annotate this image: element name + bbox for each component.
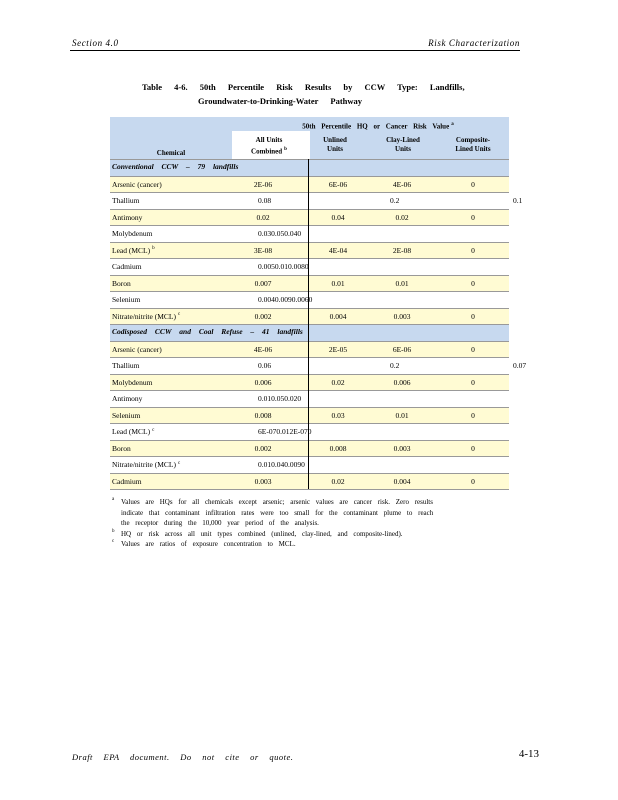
table-row xyxy=(110,242,509,259)
chemical-footnote-mark: c xyxy=(152,427,155,433)
value-composite-lined: 0 xyxy=(471,311,475,321)
chemical-name xyxy=(112,213,142,222)
section-header-row xyxy=(110,159,509,176)
value-all-units: 0.06 xyxy=(258,361,272,370)
value-composite-lined: 0 xyxy=(471,377,475,387)
row-divider xyxy=(110,374,509,375)
chemical-label: Boron xyxy=(112,443,131,453)
value-clay-lined: 6E-06 xyxy=(392,344,412,354)
table-row xyxy=(110,440,509,457)
chemical-label: Lead (MCL) xyxy=(112,427,151,436)
chemical-label: Selenium xyxy=(112,295,141,304)
header-rule xyxy=(70,50,520,51)
table-row xyxy=(110,423,509,440)
table-row xyxy=(110,192,523,209)
row-divider xyxy=(110,192,509,193)
chemical-name xyxy=(112,279,131,288)
page-number: 4-13 xyxy=(518,748,539,760)
footnote-b: b HQ or risk across all unit types combined (unlined, clay-lined, and composite-lined). xyxy=(112,528,403,538)
value-clay-lined: 0.006 xyxy=(393,377,411,387)
value-all-units: 2E-06 xyxy=(253,179,273,189)
value-clay-lined: 0.01 xyxy=(395,278,409,288)
table-row xyxy=(110,308,509,325)
value-clay-lined: 0.003 xyxy=(393,443,411,453)
value-composite-lined: 0 xyxy=(471,245,475,255)
row-divider xyxy=(110,423,509,424)
row-divider xyxy=(110,275,509,276)
chemical-name xyxy=(112,180,162,189)
row-divider xyxy=(110,291,509,292)
table-row xyxy=(110,473,509,490)
row-divider xyxy=(110,258,509,259)
table-row xyxy=(110,374,509,391)
value-all-units: 0.003 xyxy=(254,476,272,486)
chemical-footnote-mark: c xyxy=(177,312,181,317)
chemical-name xyxy=(112,262,142,271)
chemical-label: Thallium xyxy=(112,361,140,370)
chemical-label: Boron xyxy=(112,278,131,288)
unlined-divider xyxy=(308,159,309,489)
value-composite-lined: 0 xyxy=(471,410,475,420)
row-divider xyxy=(110,390,509,391)
value-unlined: 6E-06 xyxy=(328,179,348,189)
value-composite-lined: 0 xyxy=(471,179,475,189)
value-all-units: 0.0040.0090.0060 xyxy=(258,295,313,304)
chemical-name xyxy=(112,229,152,238)
value-composite-lined: 0 xyxy=(471,212,475,222)
chemical-footnote-mark: c xyxy=(177,460,181,466)
chemical-label: Nitrate/nitrite (MCL) xyxy=(112,460,176,469)
table-row xyxy=(110,209,509,226)
value-composite-lined: 0.07 xyxy=(513,361,527,370)
value-unlined: 0.04 xyxy=(331,212,345,222)
chemical-label: Selenium xyxy=(112,410,141,420)
value-all-units: 0.08 xyxy=(258,196,272,205)
value-all-units: 0.008 xyxy=(254,410,272,420)
col-unlined: Unlined Units xyxy=(323,136,347,153)
table-row xyxy=(110,456,509,473)
value-composite-lined: 0 xyxy=(471,443,475,453)
row-divider xyxy=(110,341,509,342)
table-row xyxy=(110,357,527,374)
table-row xyxy=(110,225,509,242)
chemical-name xyxy=(112,444,131,453)
chemical-name xyxy=(112,312,180,321)
table-title-line2: Groundwater-to-Drinking-Water Pathway xyxy=(198,96,363,106)
chemical-label: Lead (MCL) xyxy=(112,245,151,255)
chemical-label: Arsenic (cancer) xyxy=(112,179,162,189)
chemical-name xyxy=(112,394,142,403)
row-divider xyxy=(110,176,509,177)
chemical-label: Antimony xyxy=(112,394,143,403)
footnote-c: c Values are ratios of exposure concentration to MCL. xyxy=(112,539,296,548)
chemical-name xyxy=(112,196,140,205)
row-divider xyxy=(110,242,509,243)
value-all-units: 0.030.050.040 xyxy=(258,229,302,238)
row-divider xyxy=(110,324,509,325)
value-all-units: 0.010.040.0090 xyxy=(258,460,305,469)
col-all-units: All Units Combined $^b$ xyxy=(251,136,287,156)
value-all-units: 0.010.050.020 xyxy=(258,394,302,403)
value-all-units: 0.007 xyxy=(254,278,272,288)
value-all-units: 0.002 xyxy=(254,443,272,453)
footnote-a: a Values are HQs for all chemicals except arsenic; arsenic values are cancer risk. Zero results indicate that contaminant infiltration rates were too small for the contaminant plume to reach the receptor during the 10,000 year period of the analysis. xyxy=(112,497,434,527)
value-all-units: 0.0050.010.0080 xyxy=(258,262,309,271)
chemical-label: Cadmium xyxy=(112,262,142,271)
value-unlined: 0.02 xyxy=(331,476,345,486)
chemical-label: Arsenic (cancer) xyxy=(112,344,162,354)
section-header-row xyxy=(110,324,509,341)
value-composite-lined: 0 xyxy=(471,278,475,288)
chemical-name xyxy=(112,378,152,387)
value-clay-lined: 2E-08 xyxy=(392,245,412,255)
value-clay-lined: 0.02 xyxy=(395,212,409,222)
chapter-header: Risk Characterization xyxy=(428,38,520,48)
col-clay-lined: Clay-Lined Units xyxy=(386,136,420,153)
row-divider xyxy=(110,308,509,309)
table-row xyxy=(110,275,509,292)
value-all-units: 0.002 xyxy=(254,311,272,321)
row-divider xyxy=(110,473,509,474)
value-unlined: 0.008 xyxy=(329,443,347,453)
table-bottom-rule xyxy=(110,489,509,490)
value-unlined: 2E-05 xyxy=(328,344,348,354)
table-row xyxy=(110,176,509,193)
chemical-name xyxy=(112,427,154,436)
table-row xyxy=(110,390,509,407)
value-all-units: 3E-08 xyxy=(253,245,273,255)
footnotes xyxy=(110,497,433,550)
value-all-units: 6E-070.012E-070 xyxy=(258,427,312,436)
value-clay-lined: 0.2 xyxy=(390,361,400,370)
col-composite-lined: Composite- Lined Units xyxy=(455,136,491,153)
value-clay-lined: 0.2 xyxy=(390,196,400,205)
col-chemical: Chemical xyxy=(156,149,186,157)
chemical-label: Molybdenum xyxy=(112,377,153,387)
table-row xyxy=(110,407,509,424)
table-title-line1: Table 4-6. 50th Percentile Risk Results by CCW Type: Landfills, xyxy=(142,82,465,92)
row-divider xyxy=(110,225,509,226)
chemical-name xyxy=(112,361,140,370)
row-divider xyxy=(110,357,509,358)
value-unlined: 4E-04 xyxy=(328,245,348,255)
chemical-label: Antimony xyxy=(112,212,143,222)
value-clay-lined: 0.003 xyxy=(393,311,411,321)
row-divider xyxy=(110,440,509,441)
chemical-label: Thallium xyxy=(112,196,140,205)
chemical-label: Nitrate/nitrite (MCL) xyxy=(112,311,176,321)
group-header: 50th Percentile HQ or Cancer Risk Value $^a$ xyxy=(302,122,454,131)
chemical-label: Molybdenum xyxy=(112,229,153,238)
value-all-units: 4E-06 xyxy=(253,344,273,354)
value-clay-lined: 0.004 xyxy=(393,476,411,486)
value-all-units: 0.02 xyxy=(256,212,270,222)
chemical-name xyxy=(112,477,142,486)
table-row xyxy=(110,341,509,358)
value-unlined: 0.01 xyxy=(331,278,345,288)
chemical-label: Cadmium xyxy=(112,476,142,486)
value-clay-lined: 4E-06 xyxy=(392,179,412,189)
chemical-name xyxy=(112,411,140,420)
value-composite-lined: 0 xyxy=(471,476,475,486)
draft-notice: Draft EPA document. Do not cite or quote. xyxy=(72,752,294,762)
table-row xyxy=(110,291,509,308)
value-unlined: 0.03 xyxy=(331,410,345,420)
section-title: Conventional CCW – 79 landfills xyxy=(112,162,239,171)
value-composite-lined: 0.1 xyxy=(513,196,523,205)
row-divider xyxy=(110,209,509,210)
chemical-name xyxy=(112,460,180,469)
chemical-footnote-mark: b xyxy=(152,246,155,251)
chemical-name xyxy=(112,345,162,354)
value-clay-lined: 0.01 xyxy=(395,410,409,420)
value-unlined: 0.02 xyxy=(331,377,345,387)
section-header: Section 4.0 xyxy=(72,38,119,48)
section-title: Codisposed CCW and Coal Refuse – 41 landfills xyxy=(112,327,303,336)
chemical-name xyxy=(112,295,140,304)
table-row xyxy=(110,258,509,275)
value-all-units: 0.006 xyxy=(254,377,272,387)
value-unlined: 0.004 xyxy=(329,311,347,321)
row-divider xyxy=(110,456,509,457)
value-composite-lined: 0 xyxy=(471,344,475,354)
row-divider xyxy=(110,159,509,160)
row-divider xyxy=(110,407,509,408)
chemical-name xyxy=(112,246,155,255)
